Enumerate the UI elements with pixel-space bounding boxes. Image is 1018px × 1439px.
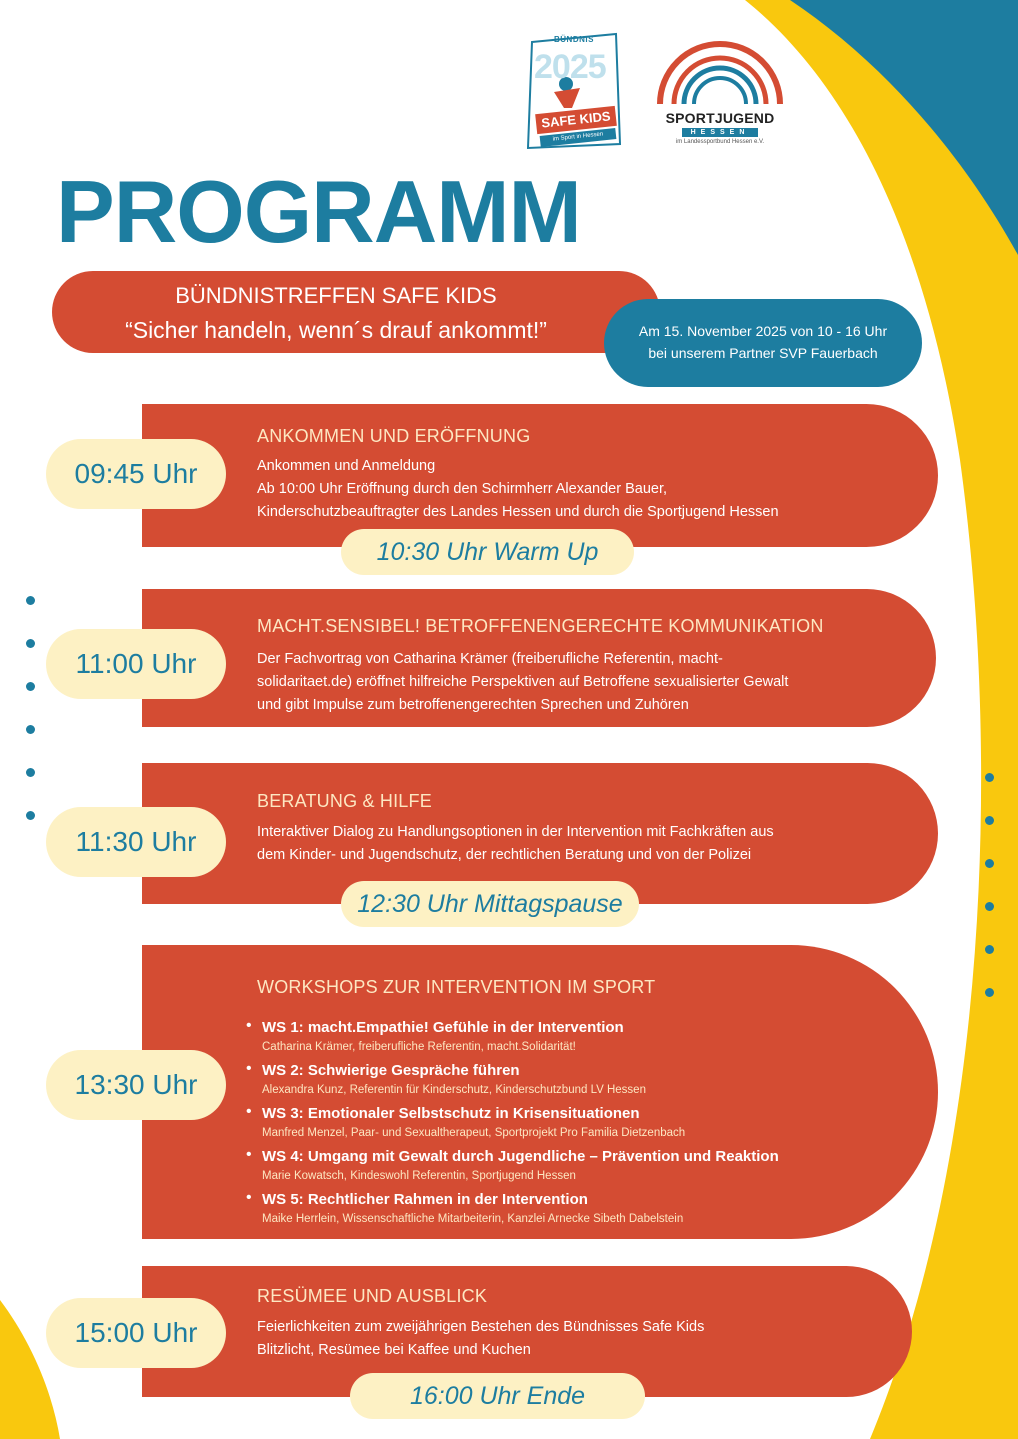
decorative-dot — [985, 945, 994, 954]
event-banner-subtitle: “Sicher handeln, wenn´s drauf ankommt!” — [125, 317, 547, 343]
schedule-block-body — [257, 648, 788, 717]
schedule-block-body — [257, 455, 779, 524]
workshop-speaker: Manfred Menzel, Paar- und Sexualtherapeut, Sportprojekt Pro Familia Dietzenbach — [262, 1127, 686, 1139]
schedule-block-title: WORKSHOPS ZUR INTERVENTION IM SPORT — [257, 977, 656, 997]
workshop-item — [242, 1147, 779, 1185]
safe-kids-logo — [524, 32, 624, 150]
workshop-title: • WS 5: Rechtlicher Rahmen in der Intervention — [262, 1191, 588, 1208]
schedule-line: Interaktiver Dialog zu Handlungsoptionen in der Intervention mit Fachkräften aus — [257, 824, 774, 840]
decorative-dot — [26, 768, 35, 777]
decorative-dot — [26, 811, 35, 820]
workshop-speaker: Maike Herrlein, Wissenschaftliche Mitarbeiterin, Kanzlei Arnecke Sibeth Dabelstein — [262, 1213, 684, 1225]
workshop-speaker: Catharina Krämer, freiberufliche Referentin, macht.Solidarität! — [262, 1041, 576, 1053]
break-badge-ende: 16:00 Uhr Ende — [350, 1373, 645, 1419]
schedule-block-body — [257, 1316, 704, 1362]
schedule-block-title: RESÜMEE UND AUSBLICK — [257, 1286, 488, 1306]
date-info-line-2: bei unserem Partner SVP Fauerbach — [648, 345, 878, 361]
decorative-dot — [985, 902, 994, 911]
sportjugend-logo-subtitle: im Landessportbund Hessen e.V. — [675, 139, 765, 145]
decorative-dot — [985, 988, 994, 997]
page-title: PROGRAMM — [56, 162, 581, 261]
schedule-line: Kinderschutzbeauftragter des Landes Hessen und durch die Sportjugend Hessen — [257, 504, 779, 520]
workshop-item — [242, 1190, 779, 1228]
workshop-title: • WS 4: Umgang mit Gewalt durch Jugendliche – Prävention und Reaktion — [262, 1148, 779, 1165]
dots-left — [26, 596, 36, 826]
dots-right — [985, 773, 995, 1003]
safe-kids-logo-year: 2025 — [534, 48, 606, 86]
date-info-line-1: Am 15. November 2025 von 10 - 16 Uhr — [638, 323, 888, 339]
decorative-dot — [26, 639, 35, 648]
time-badge-1330: 13:30 Uhr — [46, 1050, 226, 1120]
workshop-speaker: Marie Kowatsch, Kindeswohl Referentin, Sportjugend Hessen — [262, 1170, 576, 1182]
decorative-dot — [985, 816, 994, 825]
schedule-line: Feierlichkeiten zum zweijährigen Bestehen des Bündnisses Safe Kids — [257, 1319, 705, 1335]
schedule-line: und gibt Impulse zum betroffenengerechten Sprechen und Zuhören — [257, 697, 689, 713]
safe-kids-logo-subtitle: im Sport in Hessen — [540, 128, 617, 147]
safe-kids-logo-brand: SAFE KIDS — [535, 106, 617, 134]
schedule-line: Der Fachvortrag von Catharina Krämer (freiberufliche Referentin, macht- — [257, 651, 723, 667]
safe-kids-logo-top-text: BÜNDNIS — [554, 35, 594, 44]
time-badge-1100: 11:00 Uhr — [46, 629, 226, 699]
workshop-title: • WS 2: Schwierige Gespräche führen — [262, 1062, 520, 1079]
workshop-item — [242, 1104, 779, 1142]
schedule-line: dem Kinder- und Jugendschutz, der rechtlichen Beratung und von der Polizei — [257, 847, 752, 863]
decorative-dot — [985, 859, 994, 868]
workshop-speaker: Alexandra Kunz, Referentin für Kinderschutz, Kinderschutzbund LV Hessen — [262, 1084, 646, 1096]
time-badge-0945: 09:45 Uhr — [46, 439, 226, 509]
schedule-block-0945 — [142, 404, 938, 547]
workshop-title: • WS 1: macht.Empathie! Gefühle in der Intervention — [262, 1019, 624, 1036]
sportjugend-logo-region: HESSEN — [682, 128, 758, 137]
sportjugend-logo — [650, 38, 790, 148]
schedule-block-title: MACHT.SENSIBEL! BETROFFENENGERECHTE KOMMUNIKATION — [257, 616, 824, 636]
schedule-block-title: ANKOMMEN UND ERÖFFNUNG — [257, 426, 531, 446]
schedule-line: Ab 10:00 Uhr Eröffnung durch den Schirmherr Alexander Bauer, — [257, 481, 668, 497]
event-banner-title: BÜNDNISTREFFEN SAFE KIDS — [175, 283, 497, 308]
time-badge-1130: 11:30 Uhr — [46, 807, 226, 877]
decorative-dot — [26, 596, 35, 605]
workshop-list — [242, 1018, 779, 1233]
schedule-block-body — [257, 821, 774, 867]
decorative-dot — [26, 725, 35, 734]
decorative-dot — [985, 773, 994, 782]
workshop-item — [242, 1061, 779, 1099]
time-badge-1500: 15:00 Uhr — [46, 1298, 226, 1368]
break-badge-mittagspause: 12:30 Uhr Mittagspause — [341, 881, 639, 927]
event-banner — [52, 271, 660, 353]
schedule-block-1330 — [142, 945, 938, 1239]
schedule-block-title: BERATUNG & HILFE — [257, 791, 432, 811]
schedule-line: solidaritaet.de) eröffnet hilfreiche Perspektiven auf Betroffene sexualisierter Gewalt — [257, 674, 789, 690]
workshop-item — [242, 1018, 779, 1056]
schedule-line: Ankommen und Anmeldung — [257, 458, 436, 474]
date-info-pill — [604, 299, 922, 387]
break-badge-warm-up: 10:30 Uhr Warm Up — [341, 529, 634, 575]
sportjugend-logo-name: SPORTJUGEND — [665, 110, 775, 126]
decorative-dot — [26, 682, 35, 691]
schedule-block-1100 — [142, 589, 936, 727]
workshop-title: • WS 3: Emotionaler Selbstschutz in Krisensituationen — [262, 1105, 640, 1122]
schedule-line: Blitzlicht, Resümee bei Kaffee und Kuchen — [257, 1342, 531, 1358]
